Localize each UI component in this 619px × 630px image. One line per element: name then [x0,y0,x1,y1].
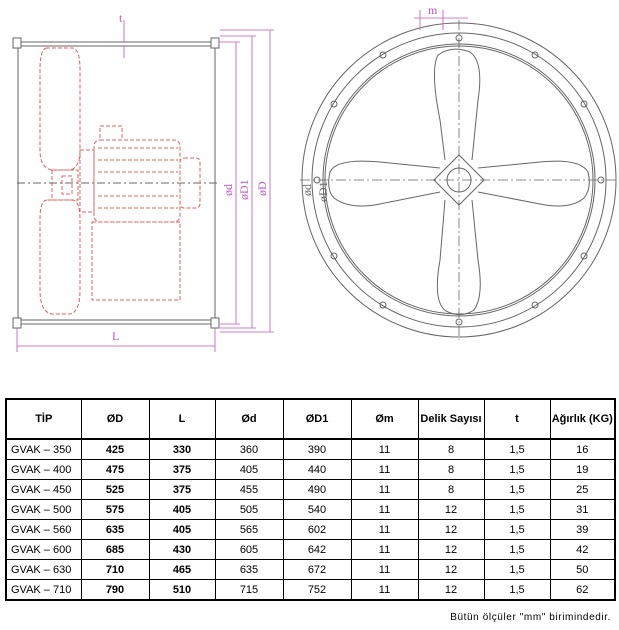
cell-holes: 8 [418,460,484,480]
cell-weight: 62 [550,580,615,601]
cell-d: 360 [215,439,283,460]
cell-holes: 8 [418,480,484,500]
cell-D1: 540 [283,500,351,520]
cell-holes: 12 [418,580,484,601]
cell-d: 405 [215,460,283,480]
cell-tip: GVAK – 400 [6,460,81,480]
housing-outline [13,38,220,328]
front-view [300,3,618,340]
cell-m: 11 [351,500,418,520]
side-dimensions [17,20,274,352]
cell-tip: GVAK – 560 [6,520,81,540]
cell-D1: 752 [283,580,351,601]
cell-m: 11 [351,480,418,500]
cell-tip: GVAK – 450 [6,480,81,500]
cell-L: 330 [149,439,215,460]
cell-tip: GVAK – 350 [6,439,81,460]
cell-D: 685 [81,540,149,560]
D-dimension-label: øD [255,181,269,196]
table-row [6,480,615,500]
header-d: Ød [215,399,283,439]
cell-d: 565 [215,520,283,540]
cell-d: 455 [215,480,283,500]
cell-t: 1,5 [484,520,550,540]
cell-tip: GVAK – 710 [6,580,81,601]
cell-d: 715 [215,580,283,601]
units-footnote: Bütün ölçüler "mm" birimindedir. [450,612,611,623]
cell-L: 465 [149,560,215,580]
cell-D: 525 [81,480,149,500]
cell-weight: 16 [550,439,615,460]
table-row [6,439,615,460]
cell-m: 11 [351,540,418,560]
cell-D1: 642 [283,540,351,560]
header-hole-count: Delik Sayısı [418,399,484,439]
cell-holes: 8 [418,439,484,460]
cell-t: 1,5 [484,480,550,500]
cell-L: 405 [149,520,215,540]
header-m: Øm [351,399,418,439]
cell-t: 1,5 [484,500,550,520]
cell-m: 11 [351,460,418,480]
table-row [6,520,615,540]
cell-holes: 12 [418,500,484,520]
cell-holes: 12 [418,560,484,580]
cell-tip: GVAK – 630 [6,560,81,580]
cell-t: 1,5 [484,540,550,560]
cell-tip: GVAK – 600 [6,540,81,560]
cell-D: 425 [81,439,149,460]
spec-table-body [6,439,615,600]
cell-d: 505 [215,500,283,520]
header-D1: ØD1 [283,399,351,439]
cell-L: 375 [149,460,215,480]
cell-m: 11 [351,439,418,460]
cell-weight: 19 [550,460,615,480]
header-tip: TİP [6,399,81,439]
L-dimension-label: L [112,329,120,343]
table-row [6,580,615,601]
cell-weight: 39 [550,520,615,540]
front-D1-label: øD1 [316,181,330,202]
m-dimension-label: m [428,3,438,17]
table-row [6,460,615,480]
cell-d: 605 [215,540,283,560]
spec-table [5,398,616,601]
cell-D1: 672 [283,560,351,580]
cell-weight: 25 [550,480,615,500]
cell-D1: 440 [283,460,351,480]
cell-m: 11 [351,520,418,540]
d-dimension-label: ød [221,184,235,196]
cell-L: 510 [149,580,215,601]
cell-D: 635 [81,520,149,540]
cell-D: 710 [81,560,149,580]
table-row [6,560,615,580]
cell-weight: 31 [550,500,615,520]
cell-D: 475 [81,460,149,480]
center-lines [300,20,618,340]
cell-L: 430 [149,540,215,560]
motor-assembly [40,48,200,314]
cell-holes: 12 [418,540,484,560]
D1-dimension-label: øD1 [237,179,251,200]
cell-D1: 602 [283,520,351,540]
header-t: t [484,399,550,439]
header-L: L [149,399,215,439]
cell-t: 1,5 [484,439,550,460]
table-row [6,540,615,560]
cell-d: 635 [215,560,283,580]
side-view [13,11,274,352]
cell-D: 575 [81,500,149,520]
cell-weight: 50 [550,560,615,580]
cell-D: 790 [81,580,149,601]
cell-t: 1,5 [484,460,550,480]
cell-t: 1,5 [484,580,550,601]
cell-t: 1,5 [484,560,550,580]
cell-L: 375 [149,480,215,500]
cell-m: 11 [351,580,418,601]
cell-L: 405 [149,500,215,520]
table-row [6,500,615,520]
cell-D1: 390 [283,439,351,460]
t-dimension-label: t [119,11,123,25]
cell-holes: 12 [418,520,484,540]
cell-tip: GVAK – 500 [6,500,81,520]
cell-D1: 490 [283,480,351,500]
front-d-label: ød [300,184,314,196]
cell-m: 11 [351,560,418,580]
header-weight: Ağırlık (KG) [550,399,615,439]
spec-table-header [6,399,615,439]
header-D: ØD [81,399,149,439]
cell-weight: 42 [550,540,615,560]
